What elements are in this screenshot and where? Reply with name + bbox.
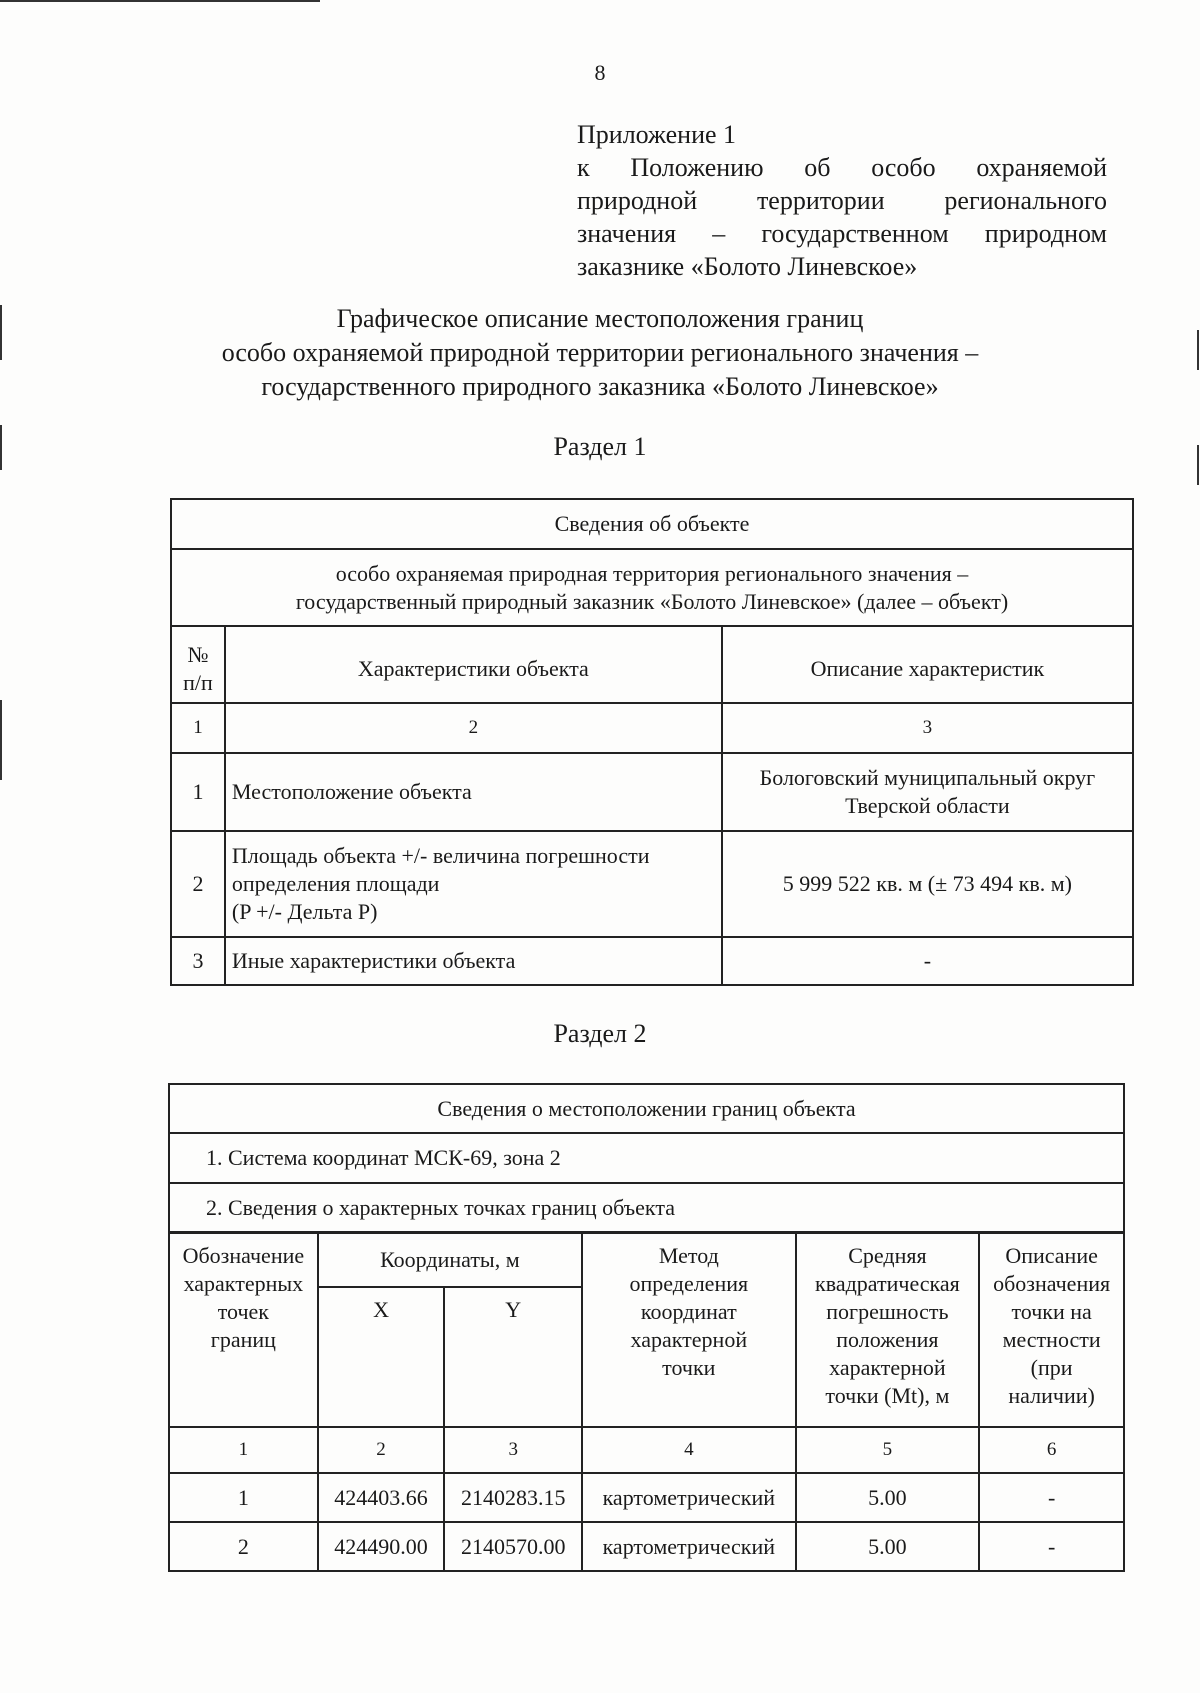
column-number: 2 bbox=[225, 703, 722, 753]
point-x: 424403.66 bbox=[318, 1473, 445, 1522]
row-characteristic: Иные характеристики объекта bbox=[225, 937, 722, 985]
header-point-description bbox=[979, 1233, 1124, 1427]
row-num: 2 bbox=[171, 831, 225, 937]
row-characteristic: Местоположение объекта bbox=[225, 753, 722, 831]
object-name-cell bbox=[171, 549, 1133, 626]
header-method bbox=[582, 1233, 796, 1427]
header-line: погрешность bbox=[826, 1299, 949, 1324]
object-info-table bbox=[170, 498, 1134, 986]
row-num: 1 bbox=[171, 753, 225, 831]
point-x: 424490.00 bbox=[318, 1522, 445, 1571]
point-method: картометрический bbox=[582, 1473, 796, 1522]
header-line: точки (Mt), м bbox=[825, 1383, 950, 1408]
scan-edge-line bbox=[0, 0, 320, 2]
object-name-line: государственный природный заказник «Болото Линевское» (далее – объект) bbox=[295, 588, 1009, 614]
header-line: Описание bbox=[1005, 1243, 1098, 1268]
document-title-line: государственного природного заказника «Болото Линевское» bbox=[261, 372, 939, 401]
annex-line: значения – государственном природном bbox=[577, 219, 1107, 248]
row-characteristic bbox=[225, 831, 722, 937]
boundary-points-table bbox=[168, 1232, 1125, 1572]
table-row bbox=[171, 937, 1133, 985]
header-description: Описание характеристик bbox=[722, 626, 1133, 703]
table-row bbox=[169, 1473, 1124, 1522]
column-number: 1 bbox=[171, 703, 225, 753]
header-num bbox=[171, 626, 225, 703]
row-description-line: Бологовский муниципальный округ bbox=[759, 765, 1096, 790]
scan-edge-mark bbox=[0, 700, 2, 780]
object-name-line: особо охраняемая природная территория регионального значения – bbox=[335, 560, 969, 586]
points-info: 2. Сведения о характерных точках границ объекта bbox=[169, 1183, 1124, 1232]
column-number: 3 bbox=[444, 1427, 582, 1473]
point-method: картометрический bbox=[582, 1522, 796, 1571]
document-title-line: Графическое описание местоположения границ bbox=[336, 304, 864, 333]
point-error: 5.00 bbox=[796, 1473, 980, 1522]
header-line: границ bbox=[210, 1327, 276, 1352]
annex-title: Приложение 1 bbox=[577, 120, 737, 149]
header-line: Обозначение bbox=[182, 1243, 305, 1268]
table-row bbox=[169, 1522, 1124, 1571]
section1-heading: Раздел 1 bbox=[553, 432, 647, 461]
header-line: положения bbox=[836, 1327, 939, 1352]
table-caption: Сведения о местоположении границ объекта bbox=[169, 1084, 1124, 1133]
header-line: точки на bbox=[1011, 1299, 1092, 1324]
column-number: 5 bbox=[796, 1427, 980, 1473]
row-num: 3 bbox=[171, 937, 225, 985]
point-description: - bbox=[979, 1522, 1124, 1571]
header-line: характерной bbox=[829, 1355, 946, 1380]
table-row bbox=[171, 753, 1133, 831]
header-characteristic: Характеристики объекта bbox=[225, 626, 722, 703]
header-num-line: № bbox=[187, 641, 209, 667]
row-description: 5 999 522 кв. м (± 73 494 кв. м) bbox=[722, 831, 1133, 937]
header-line: Средняя bbox=[848, 1243, 927, 1268]
column-number: 2 bbox=[318, 1427, 445, 1473]
document-title bbox=[0, 302, 1200, 404]
point-id: 2 bbox=[169, 1522, 318, 1571]
row-characteristic-line: Площадь объекта +/- величина погрешности bbox=[231, 843, 650, 868]
point-y: 2140570.00 bbox=[444, 1522, 582, 1571]
annex-line: природной территории регионального bbox=[577, 186, 1107, 215]
header-line: определения bbox=[629, 1271, 749, 1296]
header-line: точек bbox=[217, 1299, 269, 1324]
column-number: 3 bbox=[722, 703, 1133, 753]
point-id: 1 bbox=[169, 1473, 318, 1522]
table-caption: Сведения об объекте bbox=[171, 499, 1133, 549]
header-line: (при bbox=[1030, 1355, 1073, 1380]
row-description: - bbox=[722, 937, 1133, 985]
annex-line: заказнике «Болото Линевское» bbox=[577, 252, 918, 281]
row-description-line: Тверской области bbox=[845, 793, 1010, 818]
header-line: характерных bbox=[183, 1271, 304, 1296]
annex-line: к Положению об особо охраняемой bbox=[577, 153, 1107, 182]
section2-heading: Раздел 2 bbox=[553, 1019, 647, 1048]
header-line: точки bbox=[662, 1355, 716, 1380]
page-number: 8 bbox=[594, 60, 606, 85]
boundary-info-table bbox=[168, 1083, 1125, 1233]
column-number: 4 bbox=[582, 1427, 796, 1473]
header-line: Метод bbox=[658, 1243, 719, 1268]
header-error bbox=[796, 1233, 980, 1427]
header-line: квадратическая bbox=[815, 1271, 960, 1296]
header-line: наличии) bbox=[1008, 1383, 1095, 1408]
header-coordinates: Координаты, м bbox=[318, 1233, 582, 1287]
header-line: местности bbox=[1002, 1327, 1101, 1352]
row-characteristic-line: определения площади bbox=[231, 871, 440, 896]
header-num-line: п/п bbox=[183, 669, 213, 695]
header-designation bbox=[169, 1233, 318, 1427]
row-characteristic-line: (P +/- Дельта P) bbox=[231, 899, 378, 924]
table-row bbox=[171, 831, 1133, 937]
annex-block bbox=[577, 118, 1107, 283]
point-description: - bbox=[979, 1473, 1124, 1522]
header-x: X bbox=[318, 1287, 445, 1427]
document-title-line: особо охраняемой природной территории регионального значения – bbox=[221, 338, 979, 367]
point-y: 2140283.15 bbox=[444, 1473, 582, 1522]
point-error: 5.00 bbox=[796, 1522, 980, 1571]
header-line: обозначения bbox=[993, 1271, 1111, 1296]
row-description bbox=[722, 753, 1133, 831]
column-number: 6 bbox=[979, 1427, 1124, 1473]
coordinate-system: 1. Система координат МСК-69, зона 2 bbox=[169, 1133, 1124, 1183]
header-line: координат bbox=[640, 1299, 737, 1324]
header-y: Y bbox=[444, 1287, 582, 1427]
header-line: характерной bbox=[630, 1327, 748, 1352]
column-number: 1 bbox=[169, 1427, 318, 1473]
